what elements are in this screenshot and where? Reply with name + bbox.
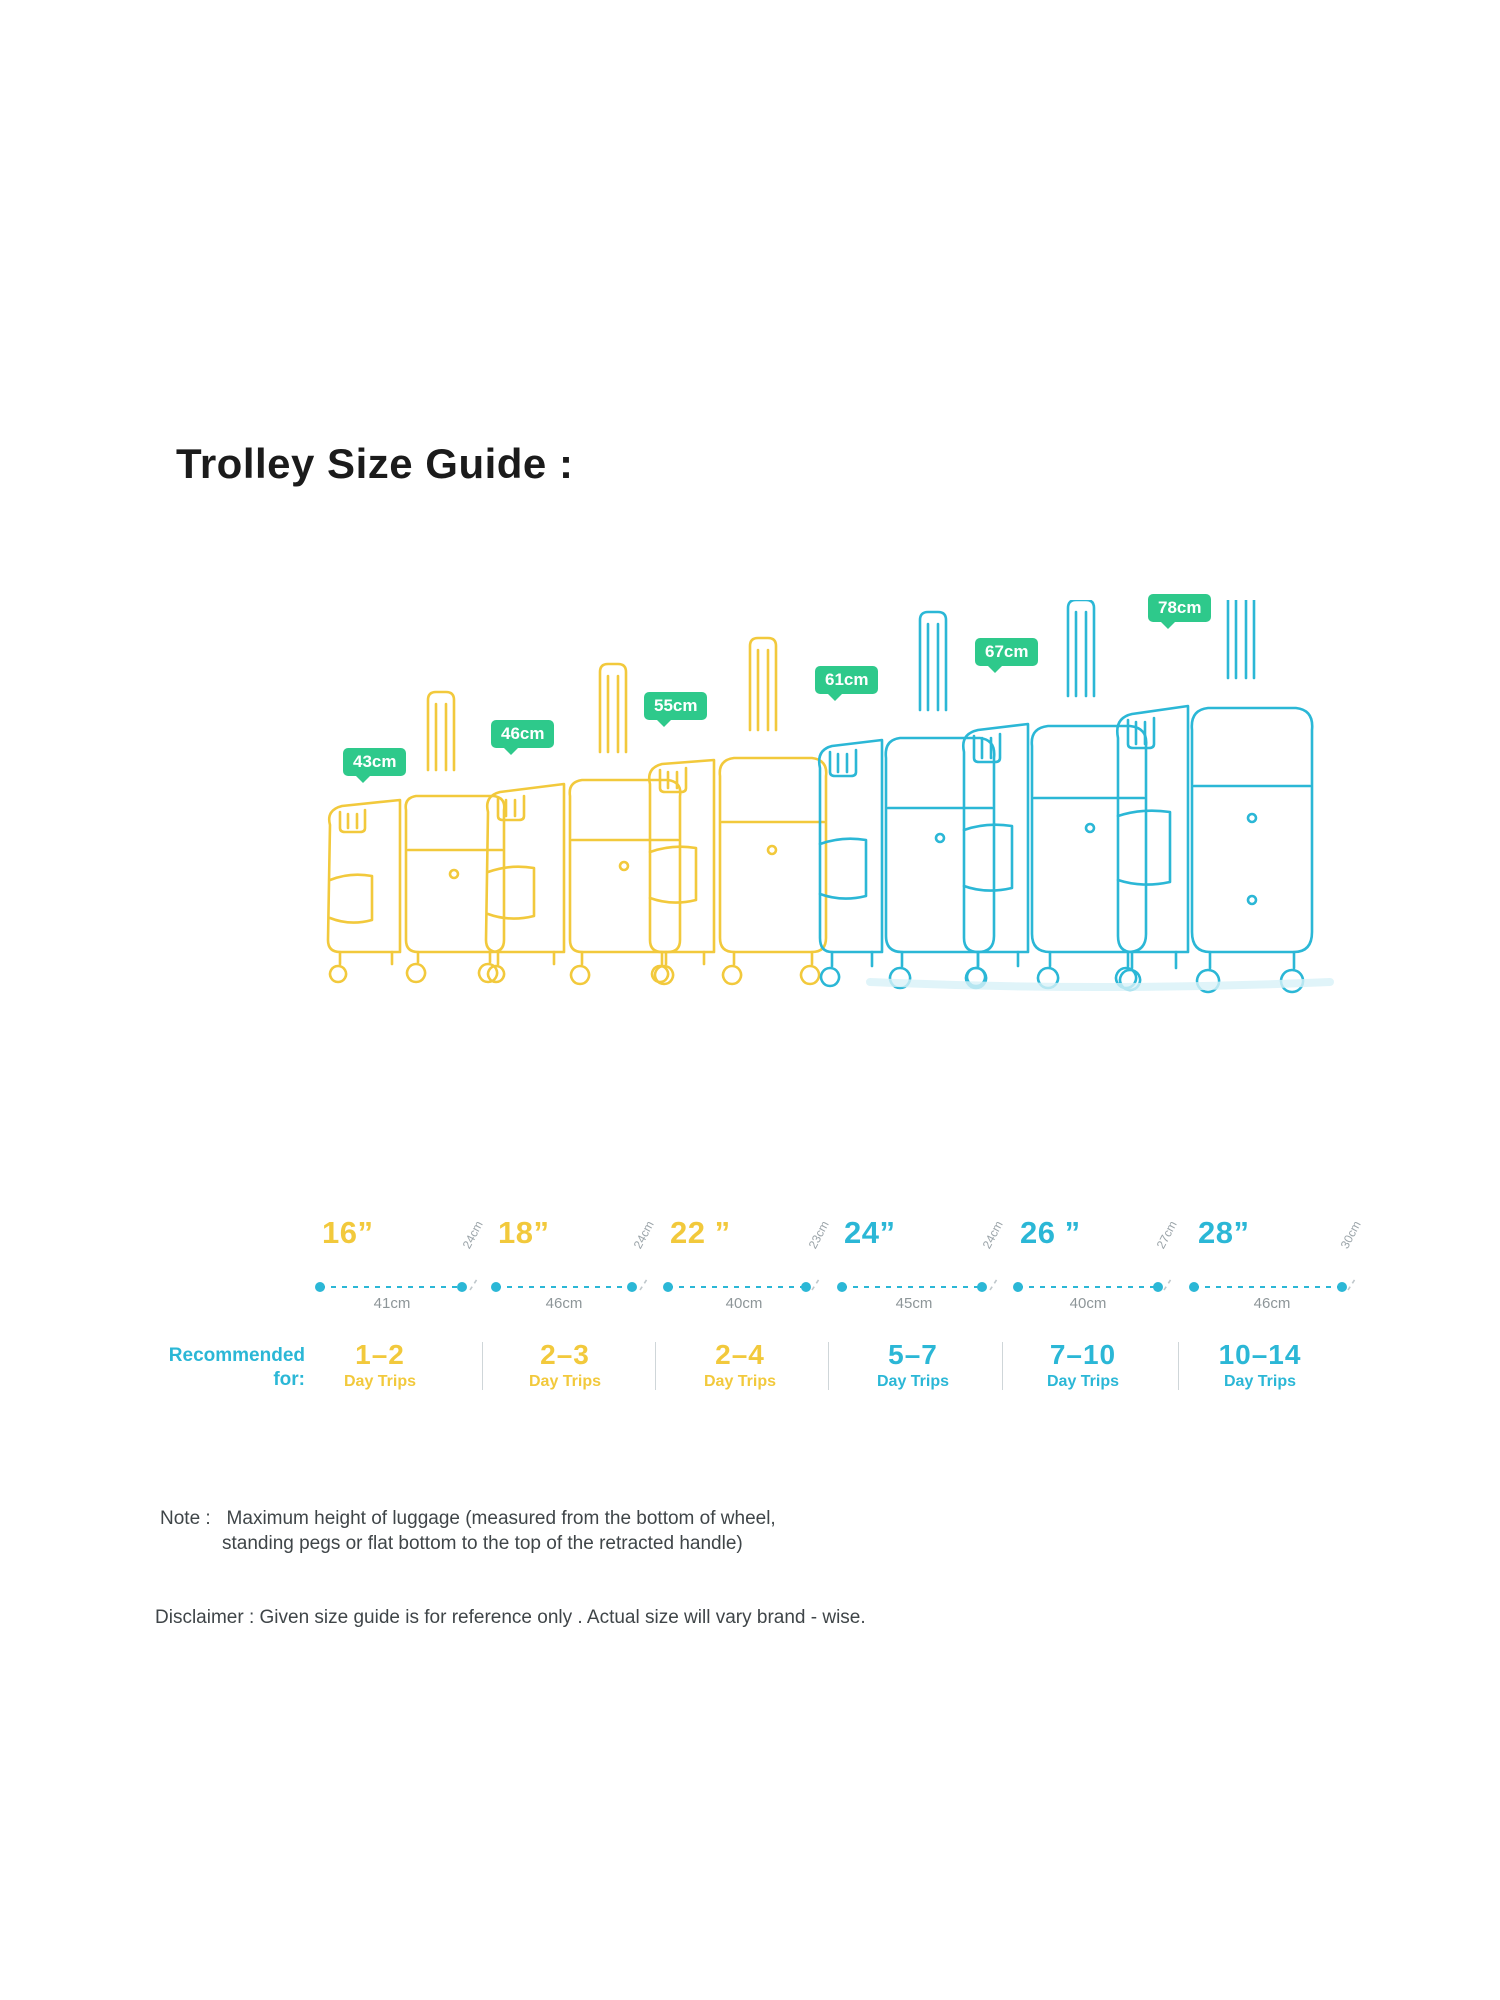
luggage-16 <box>328 692 504 982</box>
depth-label-26: 27cm <box>1153 1218 1180 1251</box>
page-title: Trolley Size Guide : <box>176 440 574 487</box>
size-col-24 <box>844 1215 1014 1312</box>
size-label-16: 16” <box>322 1215 374 1250</box>
rec-sub-26: Day Trips <box>1046 1372 1120 1390</box>
rec-sub-16: Day Trips <box>343 1372 417 1390</box>
rec-days-16: 1–2 <box>355 1339 405 1370</box>
luggage-22 <box>649 638 826 984</box>
size-label-22: 22 ” <box>670 1215 731 1250</box>
callout-61cm: 61cm <box>815 666 878 694</box>
disclaimer-text: Disclaimer : Given size guide is for reference only . Actual size will vary brand - wise. <box>155 1607 866 1628</box>
recommended-label-line2: for: <box>273 1368 305 1390</box>
size-col-18 <box>498 1215 668 1312</box>
rec-divider-2 <box>655 1342 656 1390</box>
rec-col-26 <box>1008 1340 1158 1391</box>
rec-sub-28: Day Trips <box>1223 1372 1297 1390</box>
rec-divider-4 <box>1002 1342 1003 1390</box>
size-label-26: 26 ” <box>1020 1215 1081 1250</box>
size-row <box>0 1215 1500 1335</box>
note-text-line1: Maximum height of luggage (measured from the bottom of wheel, <box>226 1508 776 1529</box>
size-label-18: 18” <box>498 1215 550 1250</box>
depth-label-22: 23cm <box>805 1218 832 1251</box>
rec-col-22 <box>665 1340 815 1391</box>
depth-label-16: 24cm <box>459 1218 486 1251</box>
rec-days-24: 5–7 <box>888 1339 938 1370</box>
rec-col-16 <box>305 1340 455 1391</box>
rec-sub-18: Day Trips <box>528 1372 602 1390</box>
callout-78cm: 78cm <box>1148 594 1211 622</box>
note-prefix: Note : <box>160 1508 211 1529</box>
rec-days-26: 7–10 <box>1049 1339 1117 1370</box>
rec-col-28 <box>1185 1340 1335 1391</box>
note-text-line2: standing pegs or flat bottom to the top of the retracted handle) <box>222 1533 743 1554</box>
callout-43cm: 43cm <box>343 748 406 776</box>
rec-divider-5 <box>1178 1342 1179 1390</box>
width-label-16: 41cm <box>373 1295 411 1312</box>
width-label-18: 46cm <box>545 1295 583 1312</box>
recommended-row <box>0 1340 1500 1420</box>
size-label-24: 24” <box>844 1215 896 1250</box>
width-label-28: 46cm <box>1253 1295 1291 1312</box>
size-col-26 <box>1020 1215 1190 1312</box>
depth-label-28: 30cm <box>1337 1218 1364 1251</box>
rec-divider-1 <box>482 1342 483 1390</box>
callout-55cm: 55cm <box>644 692 707 720</box>
rec-days-28: 10–14 <box>1218 1339 1302 1370</box>
depth-label-24: 24cm <box>979 1218 1006 1251</box>
width-label-22: 40cm <box>725 1295 763 1312</box>
rec-divider-3 <box>828 1342 829 1390</box>
depth-label-18: 24cm <box>630 1218 657 1251</box>
size-col-28 <box>1198 1215 1368 1312</box>
size-label-28: 28” <box>1198 1215 1250 1250</box>
callout-46cm: 46cm <box>491 720 554 748</box>
size-col-16 <box>322 1215 492 1312</box>
rec-days-18: 2–3 <box>540 1339 590 1370</box>
rec-sub-24: Day Trips <box>876 1372 950 1390</box>
luggage-illustration <box>0 600 1500 1160</box>
rec-days-22: 2–4 <box>715 1339 765 1370</box>
rec-col-18 <box>490 1340 640 1391</box>
luggage-svg <box>0 600 1500 1160</box>
width-label-26: 40cm <box>1069 1295 1107 1312</box>
width-label-24: 45cm <box>895 1295 933 1312</box>
rec-sub-22: Day Trips <box>703 1372 777 1390</box>
callout-67cm: 67cm <box>975 638 1038 666</box>
note-line <box>160 1505 776 1534</box>
recommended-label <box>140 1344 305 1392</box>
rec-col-24 <box>838 1340 988 1391</box>
recommended-label-line1: Recommended <box>168 1345 305 1366</box>
size-col-22 <box>670 1215 840 1312</box>
